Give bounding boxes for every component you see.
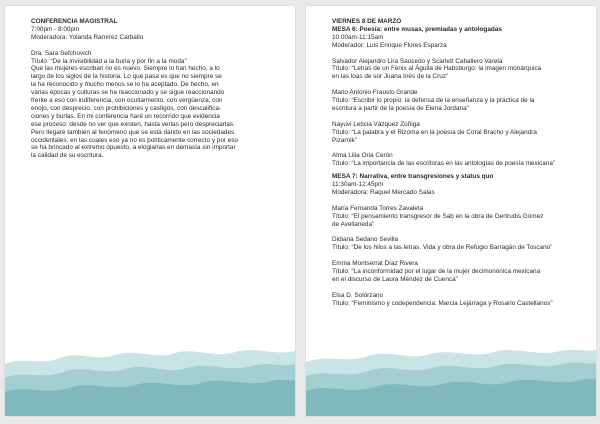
mesa7-section: [332, 173, 588, 307]
abstract-line: frente a eso con indiferencia, con ocultamiento, con vergüenza, con: [31, 97, 223, 105]
conference-time: 7:00pm - 8:00pm: [31, 25, 80, 33]
watercolor-waves-decoration: [306, 342, 596, 416]
entry-title: en el discurso de Laura Méndez de Cuenca”: [332, 275, 458, 283]
conference-heading: CONFERENCIA MAGISTRAL: [31, 18, 118, 25]
watercolor-waves-decoration: [5, 342, 295, 416]
entry-authors: Salvador Alejandro Lira Saucedo y Scarlett Caballero Varela: [332, 57, 503, 65]
abstract-line: enojo, con desprecio, con prohibiciones y castigos, con descalifica-: [31, 104, 222, 112]
mesa6-section: [332, 26, 588, 168]
abstract-line: Pero llegaré también al fenómeno que se está dando en las sociedades: [31, 128, 235, 136]
abstract-line: largo de los siglos de la historia. Lo que pasa es que no siempre se: [31, 73, 222, 81]
conference-abstract: [31, 65, 287, 160]
conference-moderator: Moderadora: Yolanda Ramírez Carballo: [31, 33, 144, 41]
entry-authors: Nayuvi Leticia Vázquez Zúñiga: [332, 120, 420, 128]
mesa7-time: 11:30am-12:45pm: [332, 181, 384, 189]
abstract-line: la calidad de su escritura.: [31, 152, 104, 160]
entry-authors: Elsa D. Solórzano: [332, 291, 384, 299]
program-entry: [332, 121, 588, 145]
entry-title: Título: “Letras de un Fénix al Águila de Habsburgo: la imagen monárquica: [332, 65, 542, 73]
entry-title: Título: “La palabra y el Rizoma en la poesía de Coral Bracho y Alejandra: [332, 128, 537, 136]
entry-title: Título: “El pensamiento transgresor de Sab en la obra de Gertrudis Gómez: [332, 212, 544, 220]
program-entry: [332, 205, 588, 229]
program-entry: [332, 58, 588, 82]
conference-speaker: Dra. Sara Sefchovich: [31, 49, 92, 57]
program-entry: [332, 152, 588, 168]
day-heading: VIERNES 8 DE MARZO: [332, 18, 402, 25]
entry-authors: María Fernanda Torres Zavaleta: [332, 204, 424, 212]
entry-authors: Mario Antonio Frausto Grande: [332, 89, 418, 97]
abstract-line: occidentales, en las cuales eso ya no es políticamente correcto y por eso: [31, 136, 239, 144]
entry-title: escritura a partir de la poesía de Elena Jordana”: [332, 104, 469, 112]
entry-title: de Avellaneda”: [332, 220, 375, 228]
abstract-line: varias épocas y culturas se ha reaccionado y se sigue reaccionando: [31, 89, 225, 97]
conference-title: Título: “De la invisibilidad a la burla y por fin a la moda”: [31, 57, 187, 65]
program-entry: [332, 89, 588, 113]
abstract-line: se ha brincado al extremo opuesto, a elogiarlas en demasía sin importar: [31, 144, 236, 152]
entry-authors: Alma Lilia Oria Cerón: [332, 152, 393, 160]
mesa6-heading: MESA 6: Poesía: entre musas, premiadas y antologadas: [332, 25, 502, 33]
mesa7-heading: MESA 7: Narrativa, entre transgresiones y status quo: [332, 173, 494, 181]
entry-title: Título: “La inconformidad por el lugar de la mujer decimonónica mexicana: [332, 267, 541, 275]
abstract-line: la ha reconocido y mucho menos se lo ha aceptado. De hecho, en: [31, 81, 219, 89]
entry-authors: Emma Montserrat Díaz Rivera: [332, 260, 418, 268]
entry-title: en las loas de sor Juana Inés de la Cruz”: [332, 73, 449, 81]
entry-authors: Didiana Sedano Sevilla: [332, 236, 399, 244]
program-entry: [332, 236, 588, 252]
entry-title: Pizarnik”: [332, 136, 357, 144]
abstract-line: Que las mujeres escriban no es nuevo. Siempre lo han hecho, a lo: [31, 65, 220, 73]
left-page: [5, 6, 295, 416]
mesa6-time: 10:00am-11:15am: [332, 33, 384, 41]
entry-title: Título: “De los hilos a las letras. Vida y obra de Refugio Barragán de Toscano”: [332, 244, 553, 252]
right-page-content: [332, 18, 588, 308]
program-entry: [332, 292, 588, 308]
abstract-line: ciones y burlas. En mi conferencia haré un recorrido que evidencia: [31, 112, 220, 120]
mesa6-moderator: Moderador: Luis Enrique Flores Esparza: [332, 41, 447, 49]
entry-title: Título: “Escribir lo propio: la defensa de la enseñanza y la práctica de la: [332, 97, 535, 105]
entry-title: Título: “Feminismo y codependencia: Marcia Lejárraga y Rosario Castellanos”: [332, 299, 553, 307]
program-entry: [332, 260, 588, 284]
abstract-line: ese proceso: desde no ver que existen, hasta verlas pero despreciarlas.: [31, 120, 235, 128]
mesa7-moderator: Moderadora: Raquel Mercado Salas: [332, 188, 435, 196]
right-page: [306, 6, 596, 416]
entry-title: Título: “La importancia de las escritoras en las antologías de poesía mexicana”: [332, 160, 556, 168]
left-page-content: [31, 18, 287, 160]
